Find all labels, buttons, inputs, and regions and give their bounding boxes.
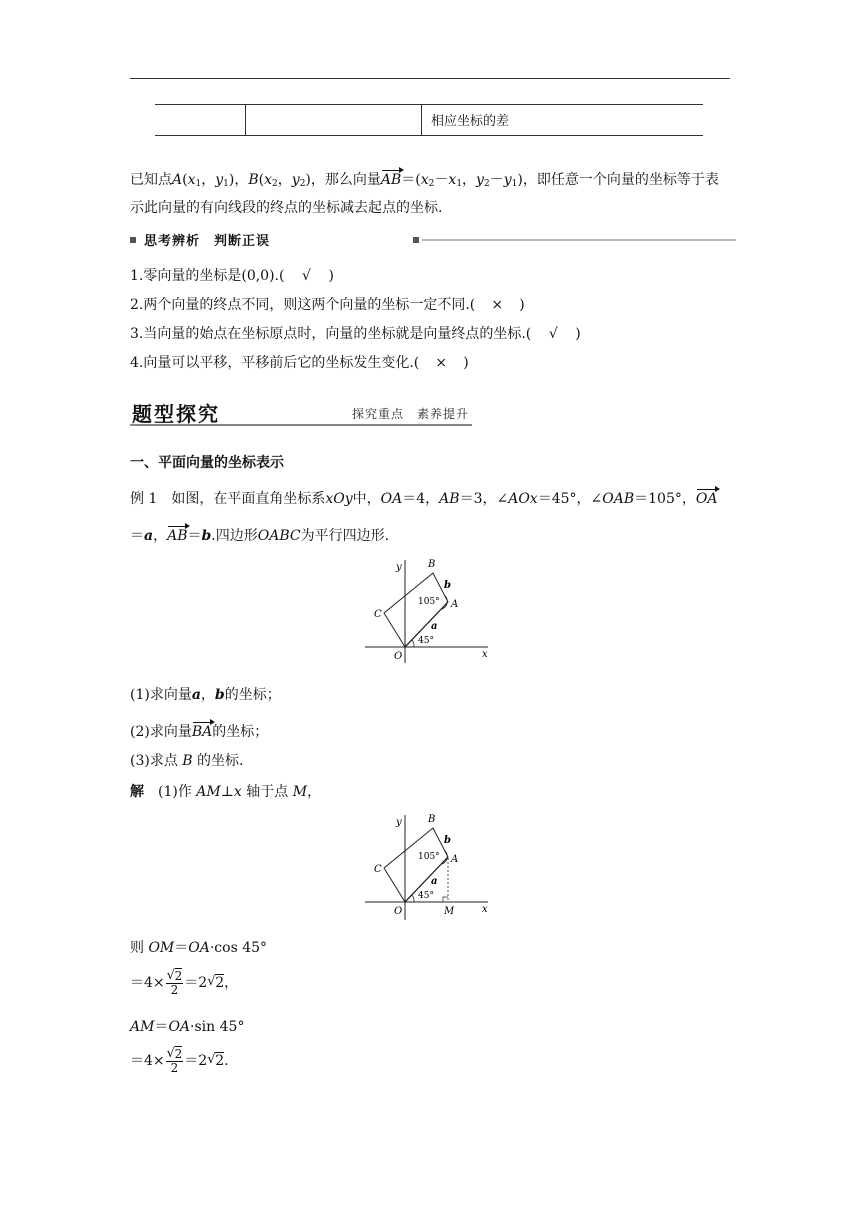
think-bar bbox=[130, 230, 736, 250]
fig1-label-A: A bbox=[451, 599, 459, 610]
solution-line-1: 解 (1)作 AM⊥x 轴于点 M， bbox=[130, 784, 322, 800]
figure-1 bbox=[360, 555, 495, 665]
judge-item-3: 3.当向量的始点在坐标原点时，向量的坐标就是向量终点的坐标.( √ ) bbox=[130, 326, 581, 342]
example-line-1: 例 1 如图，在平面直角坐标系xOy中，OA＝4，AB＝3，∠AOx＝45°，∠OAB＝105°，OA bbox=[130, 491, 718, 507]
fig2-label-A: A bbox=[451, 854, 459, 865]
header-rule bbox=[130, 78, 730, 79]
fig1-label-B: B bbox=[428, 559, 436, 570]
fig2-label-105: 105° bbox=[418, 852, 440, 862]
heading-1: 一、平面向量的坐标表示 bbox=[130, 455, 284, 471]
intro-line-2: 示此向量的有向线段的终点的坐标减去起点的坐标. bbox=[130, 200, 443, 216]
solution-line-5: ＝4× √ $\frac{2}{2}$ ＝2√ 2. bbox=[130, 1046, 229, 1076]
section-rule bbox=[130, 424, 472, 426]
section-subtitle: 探究重点 素养提升 bbox=[352, 407, 470, 421]
fig2-label-M: M bbox=[444, 906, 455, 917]
fig1-label-y: y bbox=[396, 562, 402, 573]
solution-line-4: AM＝OA·sin 45° bbox=[130, 1019, 245, 1035]
question-2: (2)求向量BA的坐标； bbox=[130, 724, 269, 740]
fig1-label-b: b bbox=[444, 580, 451, 591]
question-1: (1)求向量a，b的坐标； bbox=[130, 687, 281, 703]
fig2-label-45: 45° bbox=[418, 891, 434, 901]
figure-2 bbox=[360, 810, 495, 922]
section-title: 题型探究 bbox=[132, 402, 220, 426]
intro-line-1: 已知点$A(x_1$，$y_1$)，$B(x_2$，$y_2$)，那么向量$AB=(x_2-x_1$，$y_2-y_1$)，即任意一个向量的坐标等于表 bbox=[130, 172, 719, 189]
fig1-label-O: O bbox=[394, 651, 403, 662]
fig2-label-b: b bbox=[444, 835, 451, 846]
fig1-label-C: C bbox=[374, 609, 382, 620]
fig1-label-105: 105° bbox=[418, 597, 440, 607]
fig2-label-O: O bbox=[394, 906, 403, 917]
question-3: (3)求点 B 的坐标. bbox=[130, 753, 244, 769]
fig2-label-y: y bbox=[396, 817, 402, 828]
fig2-label-x: x bbox=[482, 904, 488, 915]
table-cell: 相应坐标的差 bbox=[431, 114, 510, 129]
solution-line-2: 则 OM＝OA·cos 45° bbox=[130, 940, 268, 956]
solution-line-3: ＝4× √ $\frac{2}{2}$ ＝2√ 2， bbox=[130, 968, 238, 998]
judge-item-4: 4.向量可以平移，平移前后它的坐标发生变化.( × ) bbox=[130, 355, 469, 371]
table-fragment bbox=[155, 104, 703, 136]
fig2-label-C: C bbox=[374, 864, 382, 875]
judge-item-2: 2.两个向量的终点不同，则这两个向量的坐标一定不同.( × ) bbox=[130, 297, 525, 313]
fig2-label-B: B bbox=[428, 814, 436, 825]
example-line-2: ＝a，AB＝b.四边形OABC为平行四边形. bbox=[130, 528, 390, 544]
fig1-label-x: x bbox=[482, 649, 488, 660]
fig1-label-45: 45° bbox=[418, 636, 434, 646]
judge-item-1: 1.零向量的坐标是(0,0).( √ ) bbox=[130, 268, 334, 284]
fig1-label-a: a bbox=[431, 621, 438, 632]
fig2-label-a: a bbox=[431, 876, 438, 887]
think-label: 思考辨析 判断正误 bbox=[144, 234, 271, 249]
